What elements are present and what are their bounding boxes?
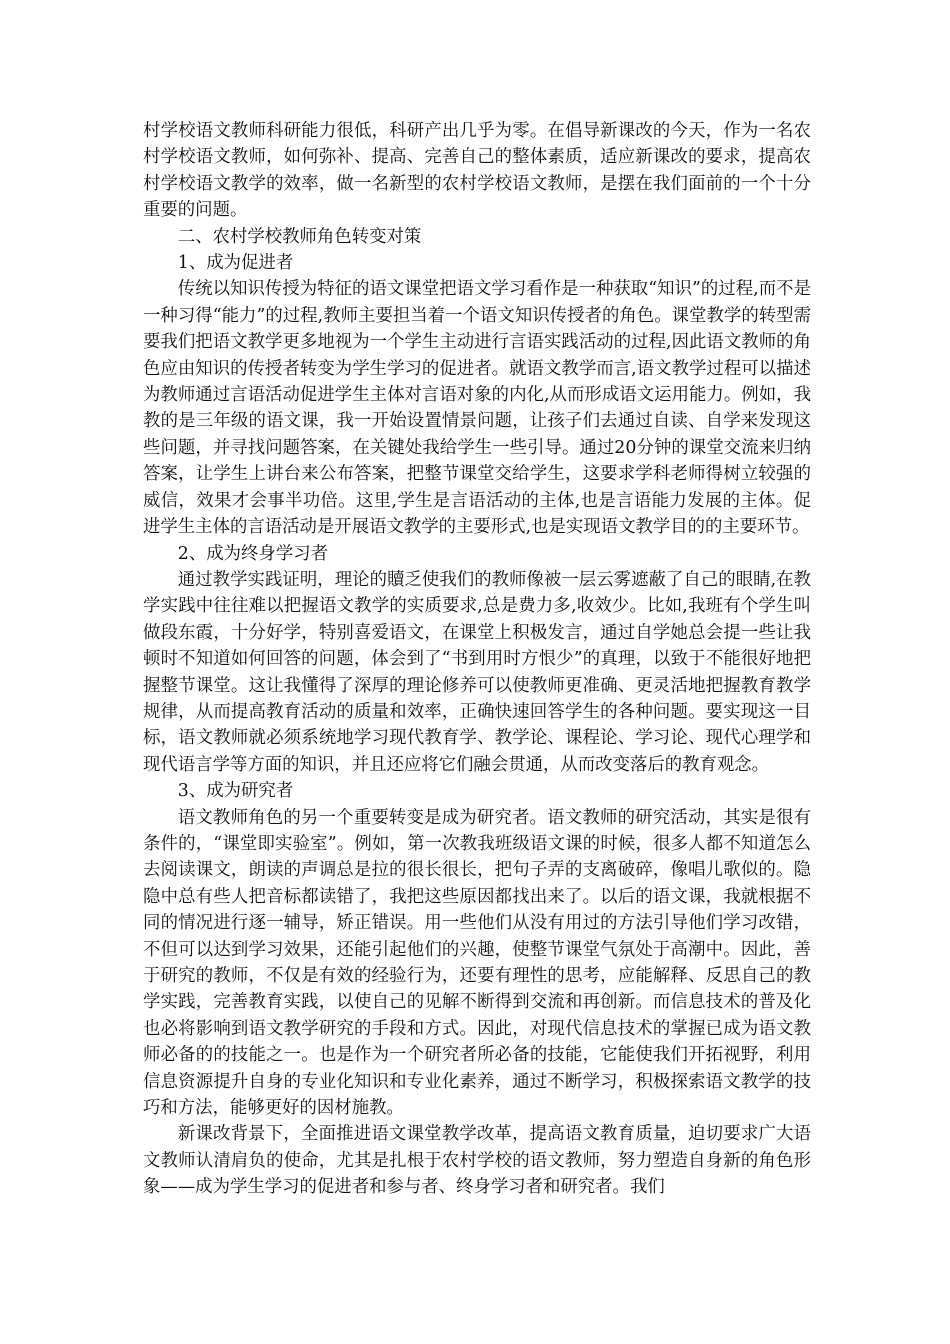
- subheading-lifelong-learner: 2、成为终身学习者: [177, 543, 328, 564]
- subheading-researcher: 3、成为研究者: [177, 781, 294, 802]
- section-heading-countermeasures: 二、农村学校教师角色转变对策: [177, 226, 422, 247]
- paragraph-conclusion: 新课改背景下，全面推进语文课堂教学改革，提高语文教育质量，迫切要求广大语文教师认清肩负的使命，尤其是扎根于农村学校的语文教师，努力塑造自身新的角色形象——成为学生学习的促进者和参与者、终身学习者和研究者。我们: [143, 1124, 811, 1198]
- subheading-facilitator: 1、成为促进者: [177, 253, 294, 274]
- paragraph-facilitator: 传统以知识传授为特征的语文课堂把语文学习看作是一种获取“知识”的过程,而不是一种习得“能力”的过程,教师主要担当着一个语文知识传授者的角色。课堂教学的转型需要我们把语文教学更多地视为一个学生主动进行言语实践活动的过程,因此语文教师的角色应由知识的传授者转变为学生学习的促进者。就语文教学而言,语文教学过程可以描述为教师通过言语活动促进学生主体对言语对象的内化,从而形成语文运用能力。例如，我教的是三年级的语文课，我一开始设置情景问题，让孩子们去通过自读、自学来发现这些问题，并寻找问题答案，在关键处我给学生一些引导。通过20分钟的课堂交流来归纳答案，让学生上讲台来公布答案，把整节课堂交给学生，这要求学科老师得树立较强的威信，效果才会事半功倍。这里,学生是言语活动的主体,也是言语能力发展的主体。促进学生主体的言语活动是开展语文教学的主要形式,也是实现语文教学目的的主要环节。: [143, 279, 811, 538]
- paragraph-lifelong-learner: 通过教学实践证明，理论的贖乏使我们的教师像被一层云雾遮蔽了自己的眼睛,在教学实践中往往难以把握语文教学的实质要求,总是费力多,收效少。比如,我班有个学生叫做段东霞，十分好学，特别喜爱语文，在课堂上积极发言，通过自学她总会提一些让我顿时不知道如何回答的问题，体会到了“书到用时方恨少”的真理，以致于不能很好地把握整节课堂。这让我懂得了深厚的理论修养可以使教师更准确、更灵活地把握教育教学规律，从而提高教育活动的质量和效率，正确快速回答学生的各种问题。要实现这一目标，语文教师就必须系统地学习现代教育学、教学论、课程论、学习论、现代心理学和现代语言学等方面的知识，并且还应将它们融会贯通，从而改变落后的教育观念。: [143, 569, 811, 775]
- document-body: [143, 118, 811, 1201]
- paragraph-researcher: 语文教师角色的另一个重要转变是成为研究者。语文教师的研究活动，其实是很有条件的，“课堂即实验室”。例如，第一次教我班级语文课的时候，很多人都不知道怎么去阅读课文，朗读的声调总是拉的很长很长，把句子弄的支离破碎，像唱儿歌似的。隐隐中总有些人把音标都读错了，我把这些原因都找出来了。以后的语文课，我就根据不同的情况进行逐一辅导，矫正错误。用一些他们从没有用过的方法引导他们学习改错，不但可以达到学习效果，还能引起他们的兴趣，使整节课堂气氛处于高潮中。因此，善于研究的教师，不仅是有效的经验行为，还要有理性的思考，应能解释、反思自己的教学实践，完善教育实践，以使自己的见解不断得到交流和再创新。而信息技术的普及化也必将影响到语文教学研究的手段和方式。因此，对现代信息技术的掌握已成为语文教师必备的的技能之一。也是作为一个研究者所必备的技能，它能使我们开拓视野，利用信息资源提升自身的专业化知识和专业化素养，通过不断学习，积极探索语文教学的技巧和方法，能够更好的因材施教。: [143, 807, 811, 1119]
- paragraph-intro-continued: 村学校语文教师科研能力很低，科研产出几乎为零。在倡导新课改的今天，作为一名农村学校语文教师，如何弥补、提高、完善自己的整体素质，适应新课改的要求，提高农村学校语文教学的效率，做一名新型的农村学校语文教师，是摆在我们面前的一个十分重要的问题。: [143, 121, 811, 221]
